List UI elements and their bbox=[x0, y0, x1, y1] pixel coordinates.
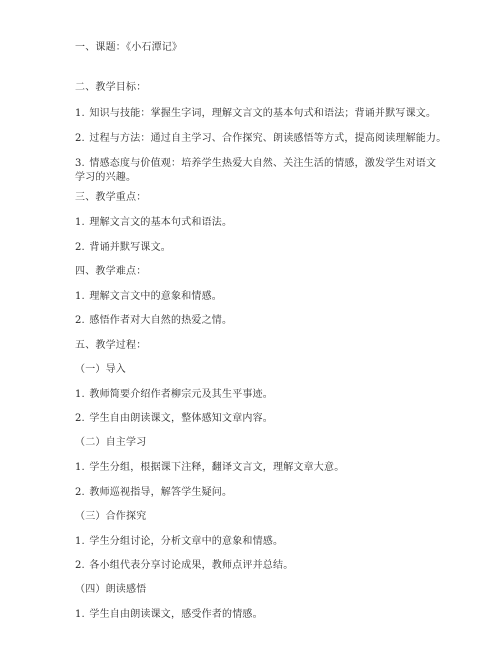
section-heading-difficulties: 四、教学难点： bbox=[75, 266, 147, 277]
lesson-title: 一、课题：《小石潭记》 bbox=[75, 42, 183, 53]
list-item: 2. 过程与方法：通过自主学习、合作探究、朗读感悟等方式，提高阅读理解能力。 bbox=[75, 133, 447, 144]
subheading-intro: （一）导入 bbox=[75, 364, 126, 375]
section-heading-objectives: 二、教学目标： bbox=[75, 82, 147, 93]
list-item: 2. 学生自由朗读课文，整体感知文章内容。 bbox=[75, 413, 273, 424]
section-heading-key-points: 三、教学重点： bbox=[75, 192, 147, 203]
list-item: 1. 学生分组，根据课下注释，翻译文言文，理解文章大意。 bbox=[75, 462, 345, 473]
subheading-reading: （四）朗读感悟 bbox=[75, 584, 147, 595]
list-item: 1. 知识与技能：掌握生字词，理解文言文的基本句式和语法；背诵并默写课文。 bbox=[75, 108, 437, 119]
section-heading-process: 五、教学过程： bbox=[75, 340, 147, 351]
list-item-continuation: 学习的兴趣。 bbox=[75, 172, 137, 183]
list-item: 1. 学生分组讨论，分析文章中的意象和情感。 bbox=[75, 536, 284, 547]
list-item: 2. 教师巡视指导，解答学生疑问。 bbox=[75, 487, 233, 498]
list-item: 2. 感悟作者对大自然的热爱之情。 bbox=[75, 315, 233, 326]
subheading-cooperative: （三）合作探究 bbox=[75, 511, 147, 522]
list-item: 2. 各小组代表分享讨论成果，教师点评并总结。 bbox=[75, 560, 294, 571]
list-item: 1. 理解文言文的基本句式和语法。 bbox=[75, 217, 233, 228]
list-item: 1. 教师简要介绍作者柳宗元及其生平事迹。 bbox=[75, 389, 273, 400]
list-item: 1. 学生自由朗读课文，感受作者的情感。 bbox=[75, 609, 263, 620]
list-item: 1. 理解文言文中的意象和情感。 bbox=[75, 291, 222, 302]
list-item: 3. 情感态度与价值观：培养学生热爱大自然、关注生活的情感，激发学生对语文 bbox=[75, 158, 437, 169]
subheading-self-study: （二）自主学习 bbox=[75, 437, 147, 448]
list-item: 2. 背诵并默写课文。 bbox=[75, 242, 171, 253]
